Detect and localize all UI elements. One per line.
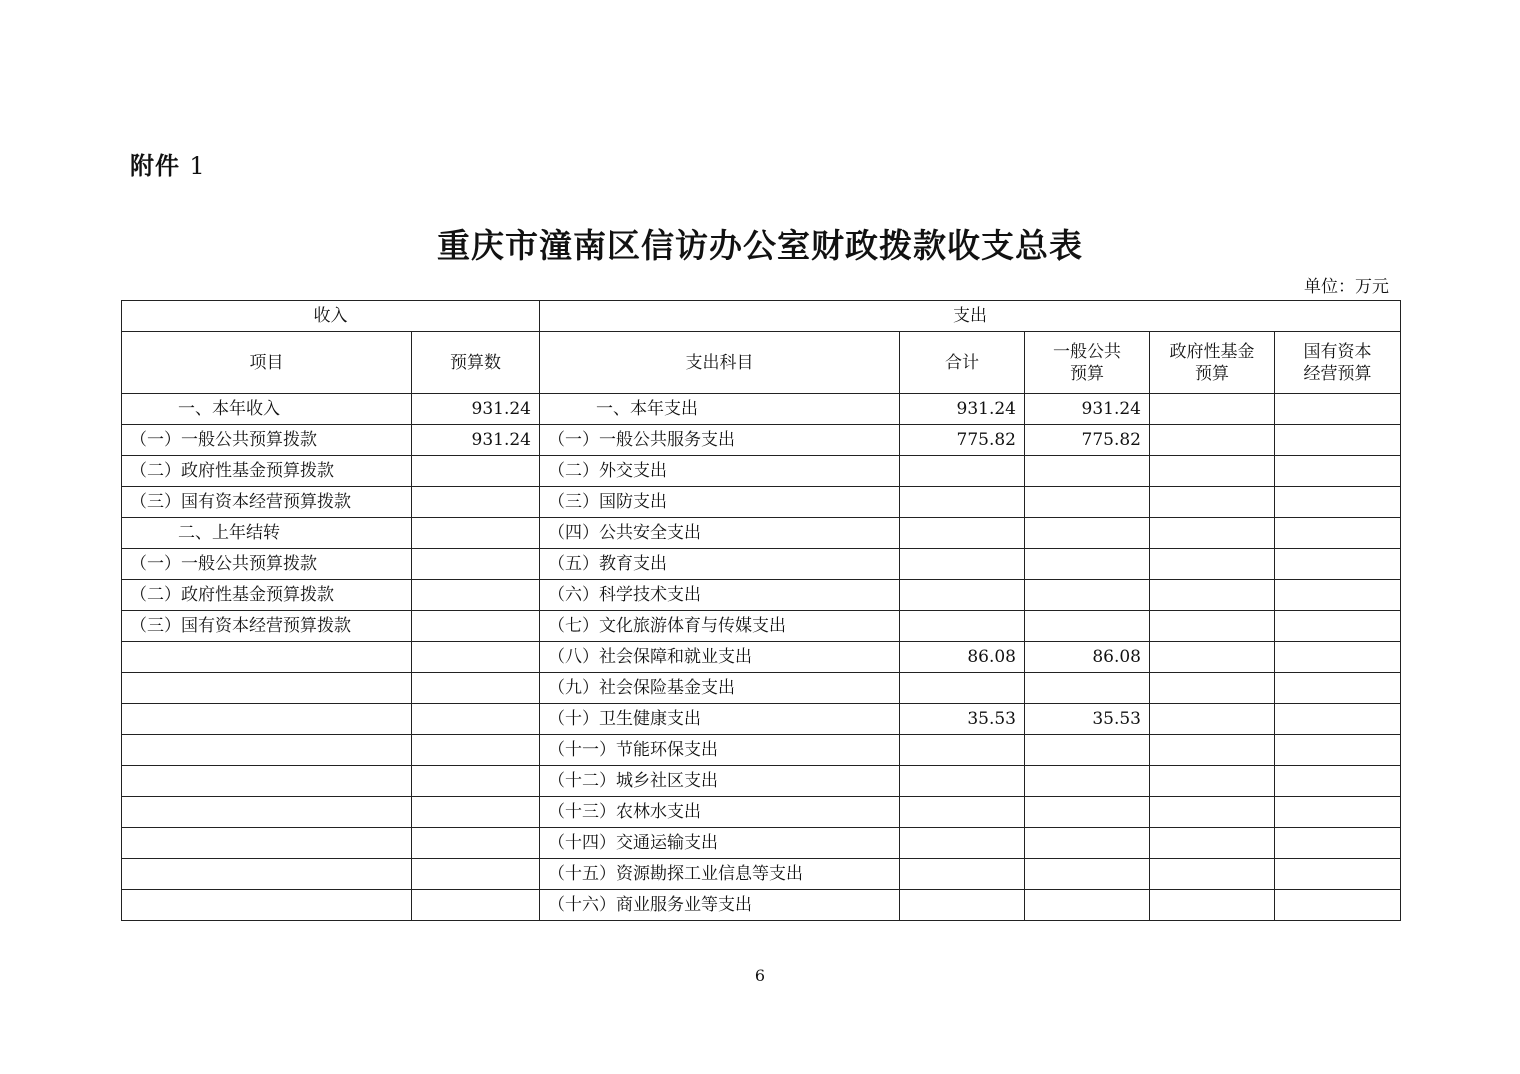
general-public-cell xyxy=(1025,456,1150,487)
document-title: 重庆市潼南区信访办公室财政拨款收支总表 xyxy=(437,226,1083,265)
expense-item-cell: 一、本年支出 xyxy=(540,394,900,425)
unit-label: 单位：万元 xyxy=(1304,277,1389,297)
income-amount-cell xyxy=(412,673,540,704)
income-amount-cell xyxy=(412,549,540,580)
gov-fund-cell xyxy=(1150,580,1275,611)
income-item-cell: 一、本年收入 xyxy=(122,394,412,425)
state-capital-cell xyxy=(1275,518,1401,549)
income-item-cell: 二、上年结转 xyxy=(122,518,412,549)
expense-item-cell: （十）卫生健康支出 xyxy=(540,704,900,735)
state-capital-cell xyxy=(1275,766,1401,797)
income-item-cell: （二）政府性基金预算拨款 xyxy=(122,580,412,611)
table-row xyxy=(122,704,1401,735)
expense-item-cell: （二）外交支出 xyxy=(540,456,900,487)
general-public-cell xyxy=(1025,797,1150,828)
income-header: 收入 xyxy=(122,301,540,332)
table-row xyxy=(122,549,1401,580)
total-cell xyxy=(900,766,1025,797)
income-amount-cell xyxy=(412,580,540,611)
state-capital-cell xyxy=(1275,394,1401,425)
income-amount-cell xyxy=(412,828,540,859)
income-amount-cell xyxy=(412,611,540,642)
col-header-general-public-line2: 预算 xyxy=(1070,363,1104,384)
income-item-cell: （一）一般公共预算拨款 xyxy=(122,425,412,456)
income-amount-cell xyxy=(412,456,540,487)
expense-item-cell: （四）公共安全支出 xyxy=(540,518,900,549)
total-cell xyxy=(900,797,1025,828)
income-item-cell: （三）国有资本经营预算拨款 xyxy=(122,611,412,642)
expense-item-cell: （五）教育支出 xyxy=(540,549,900,580)
gov-fund-cell xyxy=(1150,828,1275,859)
general-public-cell xyxy=(1025,549,1150,580)
col-header-item: 项目 xyxy=(122,332,412,394)
general-public-cell xyxy=(1025,487,1150,518)
table-row xyxy=(122,611,1401,642)
state-capital-cell xyxy=(1275,611,1401,642)
income-amount-cell xyxy=(412,890,540,921)
general-public-cell: 931.24 xyxy=(1025,394,1150,425)
gov-fund-cell xyxy=(1150,797,1275,828)
gov-fund-cell xyxy=(1150,518,1275,549)
table-row xyxy=(122,797,1401,828)
general-public-cell xyxy=(1025,735,1150,766)
col-header-budget: 预算数 xyxy=(412,332,540,394)
income-item-cell xyxy=(122,797,412,828)
general-public-cell xyxy=(1025,859,1150,890)
gov-fund-cell xyxy=(1150,890,1275,921)
general-public-cell xyxy=(1025,580,1150,611)
general-public-cell xyxy=(1025,890,1150,921)
state-capital-cell xyxy=(1275,487,1401,518)
general-public-cell xyxy=(1025,673,1150,704)
col-header-general-public xyxy=(1025,332,1150,394)
general-public-cell: 775.82 xyxy=(1025,425,1150,456)
gov-fund-cell xyxy=(1150,704,1275,735)
state-capital-cell xyxy=(1275,580,1401,611)
gov-fund-cell xyxy=(1150,673,1275,704)
total-cell xyxy=(900,673,1025,704)
income-item-cell xyxy=(122,859,412,890)
table-row xyxy=(122,735,1401,766)
total-cell: 35.53 xyxy=(900,704,1025,735)
total-cell xyxy=(900,456,1025,487)
table-row xyxy=(122,518,1401,549)
gov-fund-cell xyxy=(1150,735,1275,766)
expense-item-cell: （三）国防支出 xyxy=(540,487,900,518)
gov-fund-cell xyxy=(1150,394,1275,425)
general-public-cell: 35.53 xyxy=(1025,704,1150,735)
state-capital-cell xyxy=(1275,549,1401,580)
income-item-cell xyxy=(122,828,412,859)
table-row xyxy=(122,766,1401,797)
table-row xyxy=(122,487,1401,518)
income-amount-cell xyxy=(412,642,540,673)
income-amount-cell xyxy=(412,859,540,890)
expense-item-cell: （九）社会保险基金支出 xyxy=(540,673,900,704)
income-amount-cell xyxy=(412,487,540,518)
total-cell xyxy=(900,859,1025,890)
attachment-number: 1 xyxy=(189,152,206,180)
table-row xyxy=(122,394,1401,425)
col-header-general-public-line1: 一般公共 xyxy=(1053,341,1121,362)
total-cell: 931.24 xyxy=(900,394,1025,425)
general-public-cell xyxy=(1025,611,1150,642)
group-header-row xyxy=(122,301,1401,332)
gov-fund-cell xyxy=(1150,456,1275,487)
expense-header: 支出 xyxy=(540,301,1401,332)
gov-fund-cell xyxy=(1150,549,1275,580)
income-amount-cell xyxy=(412,704,540,735)
gov-fund-cell xyxy=(1150,766,1275,797)
total-cell xyxy=(900,487,1025,518)
expense-item-cell: （十三）农林水支出 xyxy=(540,797,900,828)
attachment-label xyxy=(130,146,206,181)
expense-item-cell: （八）社会保障和就业支出 xyxy=(540,642,900,673)
expense-item-cell: （六）科学技术支出 xyxy=(540,580,900,611)
table-row xyxy=(122,642,1401,673)
col-header-state-capital-line1: 国有资本 xyxy=(1303,341,1372,362)
income-amount-cell xyxy=(412,766,540,797)
state-capital-cell xyxy=(1275,425,1401,456)
general-public-cell xyxy=(1025,518,1150,549)
income-item-cell xyxy=(122,704,412,735)
expense-item-cell: （一）一般公共服务支出 xyxy=(540,425,900,456)
income-item-cell xyxy=(122,642,412,673)
income-item-cell: （一）一般公共预算拨款 xyxy=(122,549,412,580)
state-capital-cell xyxy=(1275,859,1401,890)
table-row xyxy=(122,673,1401,704)
total-cell xyxy=(900,611,1025,642)
col-header-gov-fund-line1: 政府性基金 xyxy=(1169,341,1255,362)
total-cell xyxy=(900,549,1025,580)
total-cell: 775.82 xyxy=(900,425,1025,456)
gov-fund-cell xyxy=(1150,425,1275,456)
income-amount-cell xyxy=(412,735,540,766)
state-capital-cell xyxy=(1275,642,1401,673)
income-item-cell xyxy=(122,673,412,704)
state-capital-cell xyxy=(1275,828,1401,859)
col-header-gov-fund xyxy=(1150,332,1275,394)
table-row xyxy=(122,580,1401,611)
expense-item-cell: （十五）资源勘探工业信息等支出 xyxy=(540,859,900,890)
state-capital-cell xyxy=(1275,456,1401,487)
budget-summary-table xyxy=(121,300,1401,921)
table-row xyxy=(122,890,1401,921)
table-row xyxy=(122,859,1401,890)
state-capital-cell xyxy=(1275,735,1401,766)
total-cell xyxy=(900,828,1025,859)
expense-item-cell: （十二）城乡社区支出 xyxy=(540,766,900,797)
col-header-state-capital xyxy=(1275,332,1401,394)
attachment-text: 附件 xyxy=(130,152,180,180)
income-item-cell: （二）政府性基金预算拨款 xyxy=(122,456,412,487)
state-capital-cell xyxy=(1275,797,1401,828)
total-cell xyxy=(900,735,1025,766)
general-public-cell: 86.08 xyxy=(1025,642,1150,673)
expense-item-cell: （七）文化旅游体育与传媒支出 xyxy=(540,611,900,642)
table-row xyxy=(122,456,1401,487)
table-row xyxy=(122,828,1401,859)
income-item-cell xyxy=(122,766,412,797)
expense-item-cell: （十一）节能环保支出 xyxy=(540,735,900,766)
income-amount-cell xyxy=(412,797,540,828)
page-number: 6 xyxy=(754,966,766,985)
state-capital-cell xyxy=(1275,890,1401,921)
income-item-cell: （三）国有资本经营预算拨款 xyxy=(122,487,412,518)
col-header-gov-fund-line2: 预算 xyxy=(1195,363,1229,384)
total-cell xyxy=(900,518,1025,549)
income-amount-cell: 931.24 xyxy=(412,425,540,456)
gov-fund-cell xyxy=(1150,487,1275,518)
col-header-total: 合计 xyxy=(900,332,1025,394)
expense-item-cell: （十四）交通运输支出 xyxy=(540,828,900,859)
gov-fund-cell xyxy=(1150,611,1275,642)
income-item-cell xyxy=(122,735,412,766)
table-row xyxy=(122,425,1401,456)
total-cell xyxy=(900,580,1025,611)
general-public-cell xyxy=(1025,828,1150,859)
gov-fund-cell xyxy=(1150,859,1275,890)
total-cell: 86.08 xyxy=(900,642,1025,673)
col-header-state-capital-line2: 经营预算 xyxy=(1303,363,1372,384)
column-header-row xyxy=(122,332,1401,394)
general-public-cell xyxy=(1025,766,1150,797)
total-cell xyxy=(900,890,1025,921)
income-amount-cell xyxy=(412,518,540,549)
gov-fund-cell xyxy=(1150,642,1275,673)
income-amount-cell: 931.24 xyxy=(412,394,540,425)
col-header-expense-subject: 支出科目 xyxy=(540,332,900,394)
state-capital-cell xyxy=(1275,673,1401,704)
income-item-cell xyxy=(122,890,412,921)
state-capital-cell xyxy=(1275,704,1401,735)
expense-item-cell: （十六）商业服务业等支出 xyxy=(540,890,900,921)
